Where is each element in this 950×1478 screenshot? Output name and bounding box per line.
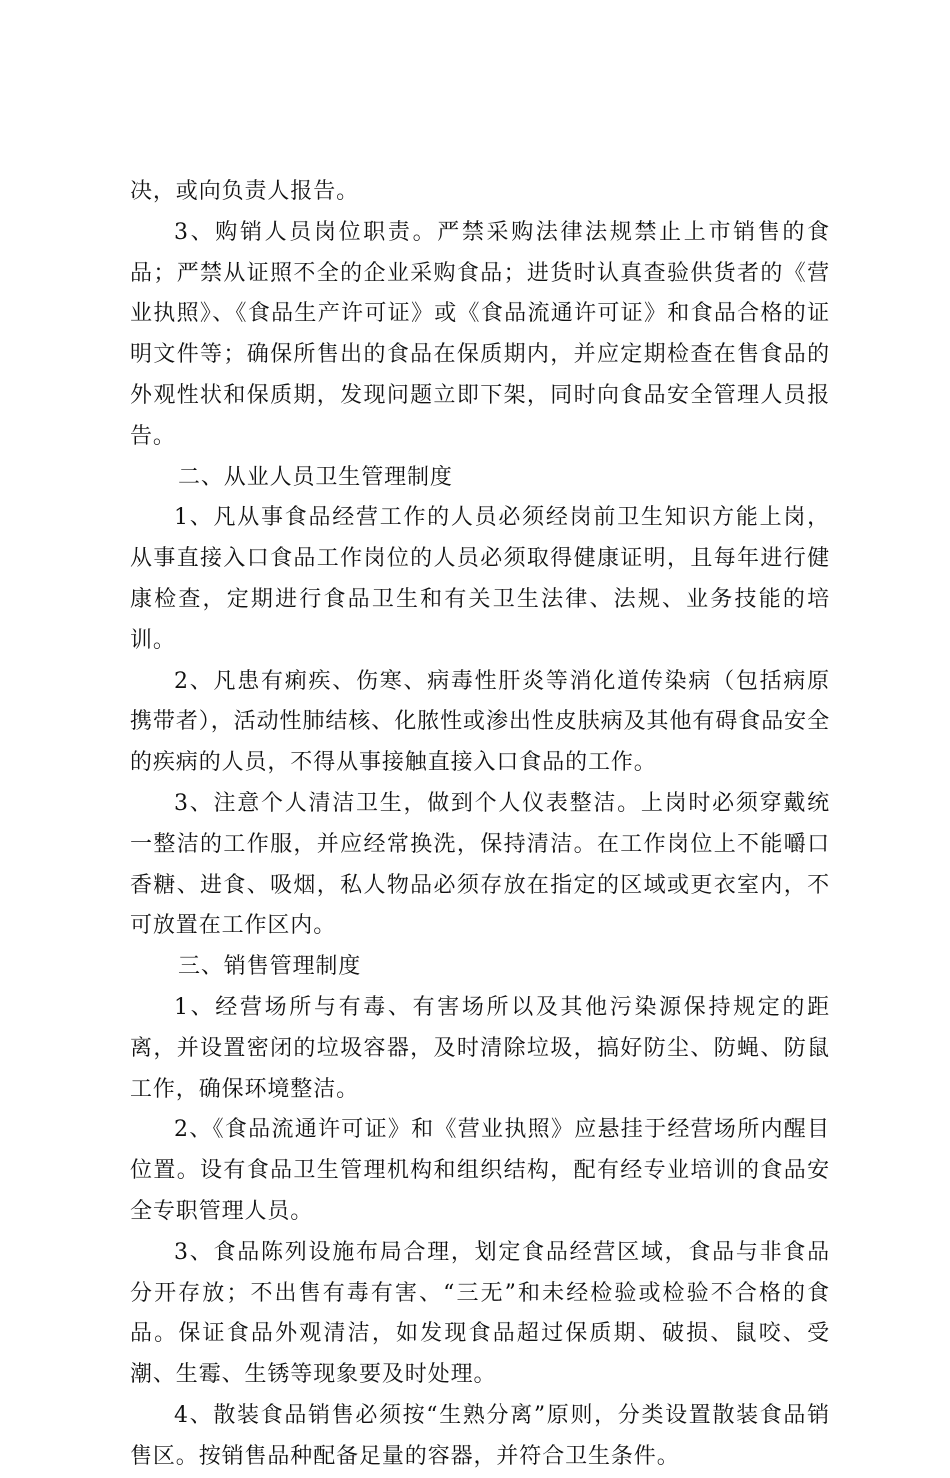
- paragraph-item-1-premises: 1、经营场所与有毒、有害场所以及其他污染源保持规定的距离，并设置密闭的垃圾容器，及时清除垃圾，搞好防尘、防蝇、防鼠工作，确保环境整洁。: [130, 994, 830, 1102]
- section-heading-2: 二、从业人员卫生管理制度: [178, 464, 453, 490]
- paragraph-item-1-training: 1、凡从事食品经营工作的人员必须经岗前卫生知识方能上岗，从事直接入口食品工作岗位的人员必须取得健康证明，且每年进行健康检查，定期进行食品卫生和有关卫生法律、法规、业务技能的培训。: [130, 505, 830, 653]
- paragraph-item-3-display: 3、食品陈列设施布局合理，划定食品经营区域，食品与非食品分开存放；不出售有毒有害、“三无”和未经检验或检验不合格的食品。保证食品外观清洁，如发现食品超过保质期、破损、鼠咬、受潮、生霉、生锈等现象要及时处理。: [130, 1239, 830, 1388]
- paragraph-item-2-licenses: 2、《食品流通许可证》和《营业执照》应悬挂于经营场所内醒目位置。设有食品卫生管理机构和组织结构，配有经专业培训的食品安全专职管理人员。: [130, 1117, 830, 1224]
- paragraph-item-2-disease: 2、凡患有痢疾、伤寒、病毒性肝炎等消化道传染病（包括病原携带者），活动性肺结核、化脓性或渗出性皮肤病及其他有碍食品安全的疾病的人员，不得从事接触直接入口食品的工作。: [130, 668, 830, 776]
- paragraph-item-3-purchasing-duties: 3、购销人员岗位职责。严禁采购法律法规禁止上市销售的食品；严禁从证照不全的企业采购食品；进货时认真查验供货者的《营业执照》、《食品生产许可证》或《食品流通许可证》和食品合格的证明文件等；确保所售出的食品在保质期内，并应定期检查在售食品的外观性状和保质期，发现问题立即下架，同时向食品安全管理人员报告。: [130, 219, 830, 449]
- paragraph-item-3-hygiene: 3、注意个人清洁卫生，做到个人仪表整洁。上岗时必须穿戴统一整洁的工作服，并应经常换洗，保持清洁。在工作岗位上不能嚼口香糖、进食、吸烟，私人物品必须存放在指定的区域或更衣室内，不可放置在工作区内。: [130, 790, 830, 939]
- paragraph-item-4-bulk-food: 4、散装食品销售必须按“生熟分离”原则，分类设置散装食品销售区。按销售品种配备足量的容器，并符合卫生条件。: [130, 1402, 830, 1469]
- document-body: [130, 172, 830, 1478]
- section-heading-3: 三、销售管理制度: [178, 954, 362, 980]
- paragraph-continuation: 决，或向负责人报告。: [130, 179, 360, 204]
